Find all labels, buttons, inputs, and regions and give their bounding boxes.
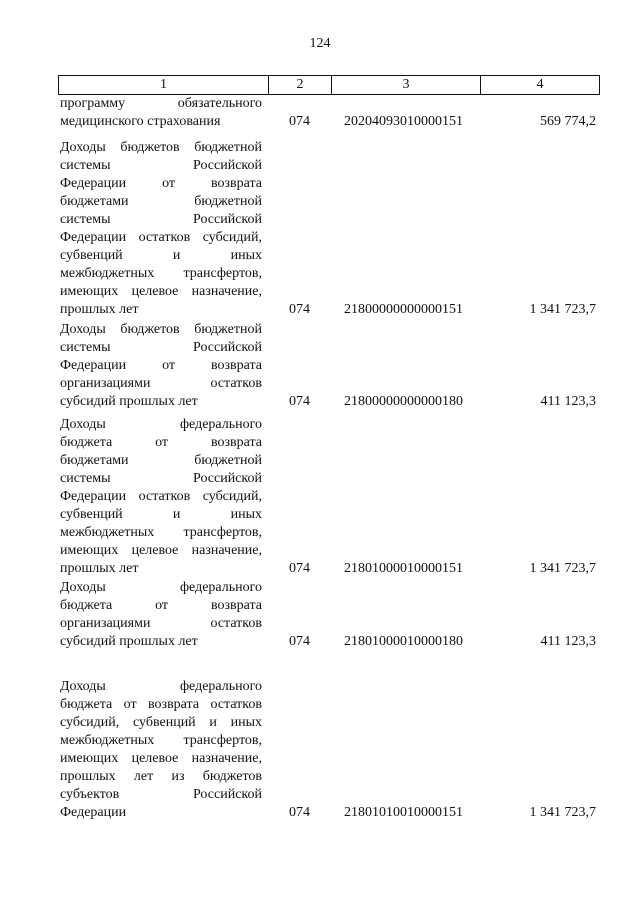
description-line: системы Российской bbox=[60, 212, 262, 227]
description-line: организациями остатков bbox=[60, 376, 262, 391]
description-line: Федерации остатков субсидий, bbox=[60, 230, 262, 245]
admin-code: 074 bbox=[289, 394, 310, 409]
amount-value: 1 341 723,7 bbox=[529, 561, 596, 576]
row-description bbox=[60, 139, 262, 319]
column-header-3: 3 bbox=[332, 76, 481, 95]
column-header-table bbox=[58, 75, 600, 95]
budget-classification-code: 20204093010000151 bbox=[344, 114, 463, 129]
description-line: Федерации bbox=[60, 805, 127, 820]
budget-classification-code: 21801000010000180 bbox=[344, 634, 463, 649]
budget-classification-code: 21800000000000180 bbox=[344, 394, 463, 409]
amount-value: 569 774,2 bbox=[540, 114, 596, 129]
description-line: бюджета от возврата bbox=[60, 435, 262, 450]
row-description bbox=[60, 95, 262, 131]
description-line: бюджетами бюджетной bbox=[60, 453, 262, 468]
description-line: межбюджетных трансфертов, bbox=[60, 266, 262, 281]
description-line: прошлых лет bbox=[60, 302, 139, 317]
amount-value: 411 123,3 bbox=[540, 634, 596, 649]
budget-classification-code: 21801000010000151 bbox=[344, 561, 463, 576]
description-line: имеющих целевое назначение, bbox=[60, 284, 262, 299]
description-line: Доходы федерального bbox=[60, 417, 262, 432]
table-row bbox=[0, 139, 640, 319]
description-line: Доходы бюджетов бюджетной bbox=[60, 140, 262, 155]
description-line: программу обязательного bbox=[60, 96, 262, 111]
column-header-4: 4 bbox=[481, 76, 600, 95]
description-line: имеющих целевое назначение, bbox=[60, 751, 262, 766]
description-line: Доходы бюджетов бюджетной bbox=[60, 322, 262, 337]
row-description bbox=[60, 321, 262, 411]
budget-classification-code: 21800000000000151 bbox=[344, 302, 463, 317]
page-number: 124 bbox=[309, 36, 331, 51]
amount-value: 1 341 723,7 bbox=[529, 805, 596, 820]
description-line: межбюджетных трансфертов, bbox=[60, 733, 262, 748]
column-header-1: 1 bbox=[59, 76, 269, 95]
row-description bbox=[60, 678, 262, 822]
description-line: системы Российской bbox=[60, 340, 262, 355]
description-line: Федерации от возврата bbox=[60, 176, 262, 191]
description-line: прошлых лет из бюджетов bbox=[60, 769, 262, 784]
description-line: Доходы федерального bbox=[60, 580, 262, 595]
description-line: субъектов Российской bbox=[60, 787, 262, 802]
admin-code: 074 bbox=[289, 114, 310, 129]
description-line: субвенций и иных bbox=[60, 248, 262, 263]
budget-classification-code: 21801010010000151 bbox=[344, 805, 463, 820]
table-row bbox=[0, 321, 640, 411]
table-row bbox=[0, 678, 640, 822]
table-row bbox=[0, 579, 640, 651]
description-line: субвенций и иных bbox=[60, 507, 262, 522]
table-row bbox=[0, 95, 640, 131]
description-line: прошлых лет bbox=[60, 561, 139, 576]
description-line: бюджетами бюджетной bbox=[60, 194, 262, 209]
description-line: имеющих целевое назначение, bbox=[60, 543, 262, 558]
row-description bbox=[60, 579, 262, 651]
column-header-2: 2 bbox=[269, 76, 332, 95]
description-line: медицинского страхования bbox=[60, 114, 221, 129]
column-header-row bbox=[59, 76, 600, 95]
admin-code: 074 bbox=[289, 634, 310, 649]
amount-value: 411 123,3 bbox=[540, 394, 596, 409]
description-line: субсидий прошлых лет bbox=[60, 394, 198, 409]
amount-value: 1 341 723,7 bbox=[529, 302, 596, 317]
description-line: субсидий, субвенций и иных bbox=[60, 715, 262, 730]
row-description bbox=[60, 416, 262, 578]
description-line: межбюджетных трансфертов, bbox=[60, 525, 262, 540]
description-line: системы Российской bbox=[60, 471, 262, 486]
description-line: Доходы федерального bbox=[60, 679, 262, 694]
description-line: субсидий прошлых лет bbox=[60, 634, 198, 649]
table-row bbox=[0, 416, 640, 578]
admin-code: 074 bbox=[289, 561, 310, 576]
description-line: Федерации от возврата bbox=[60, 358, 262, 373]
description-line: бюджета от возврата остатков bbox=[60, 697, 262, 712]
description-line: Федерации остатков субсидий, bbox=[60, 489, 262, 504]
admin-code: 074 bbox=[289, 805, 310, 820]
admin-code: 074 bbox=[289, 302, 310, 317]
description-line: системы Российской bbox=[60, 158, 262, 173]
description-line: организациями остатков bbox=[60, 616, 262, 631]
description-line: бюджета от возврата bbox=[60, 598, 262, 613]
